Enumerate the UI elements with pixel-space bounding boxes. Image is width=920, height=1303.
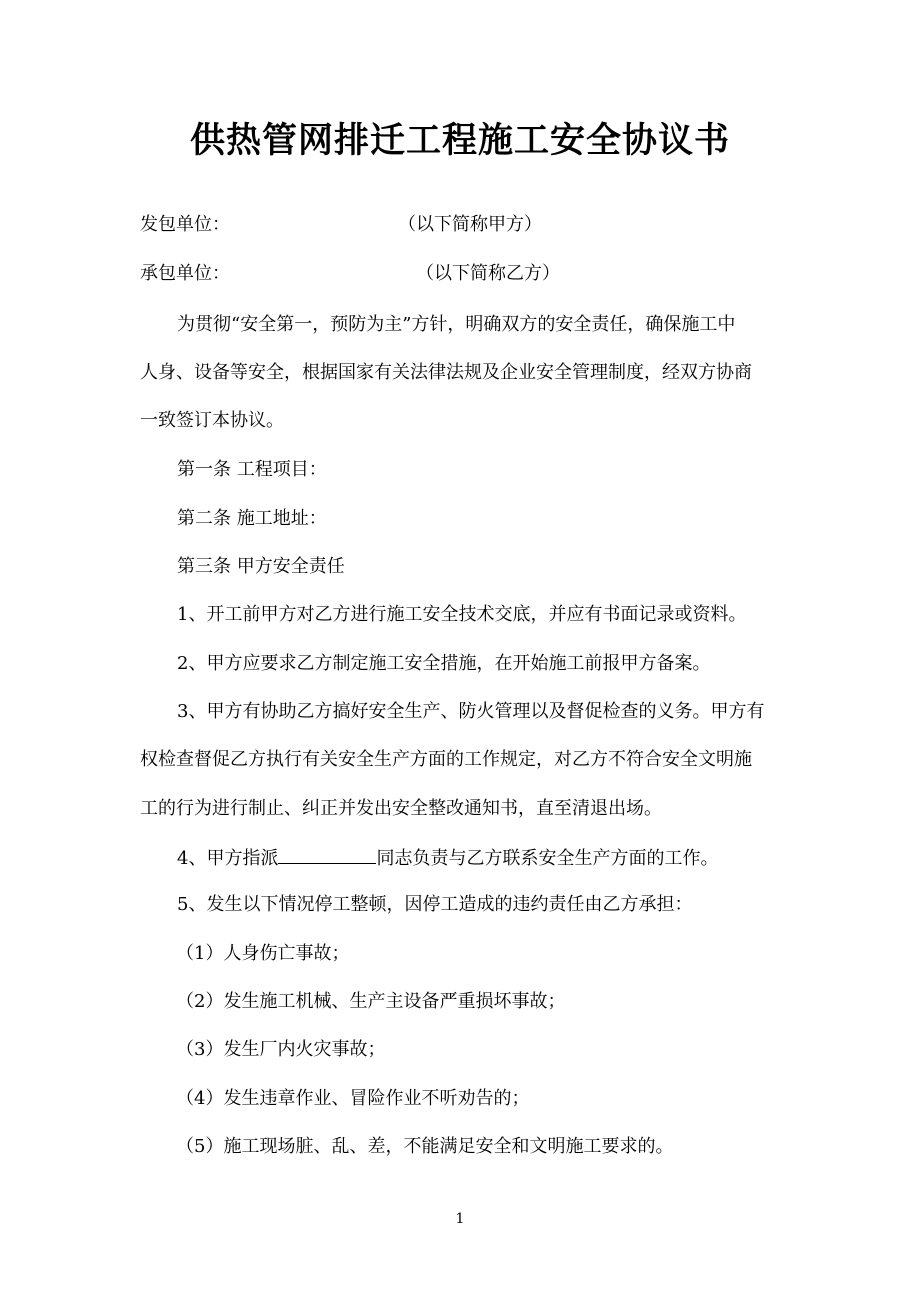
item-1: 1、开工前甲方对乙方进行施工安全技术交底，并应有书面记录或资料。 <box>177 604 747 625</box>
sub-item-1: （1）人身伤亡事故； <box>176 943 350 964</box>
intro-line-2: 人身、设备等安全，根据国家有关法律法规及企业安全管理制度，经双方协商 <box>140 362 752 383</box>
intro-line-3: 一致签订本协议。 <box>140 410 284 431</box>
item-5: 5、发生以下情况停工整顿，因停工造成的违约责任由乙方承担： <box>177 894 693 915</box>
party-a-note: （以下简称甲方） <box>398 214 542 235</box>
intro-line-1: 为贯彻“安全第一，预防为主”方针，明确双方的安全责任，确保施工中 <box>177 314 736 335</box>
party-a-label: 发包单位： <box>140 214 230 235</box>
sub-item-2: （2）发生施工机械、生产主设备严重损坏事故； <box>176 991 566 1012</box>
party-b-note: （以下简称乙方） <box>416 263 560 284</box>
sub-item-4: （4）发生违章作业、冒险作业不听劝告的； <box>176 1088 530 1109</box>
document-title: 供热管网排迁工程施工安全协议书 <box>189 121 730 161</box>
item-2: 2、甲方应要求乙方制定施工安全措施，在开始施工前报甲方备案。 <box>177 653 711 674</box>
item-3-line-1: 3、甲方有协助乙方搞好安全生产、防火管理以及督促检查的义务。甲方有 <box>177 701 765 722</box>
item-3-line-3: 工的行为进行制止、纠正并发出安全整改通知书，直至清退出场。 <box>140 798 662 819</box>
item-4-after: 同志负责与乙方联系安全生产方面的工作。 <box>376 848 719 869</box>
sub-item-5: （5）施工现场脏、乱、差，不能满足安全和文明施工要求的。 <box>176 1136 674 1157</box>
assignee-blank-line <box>278 845 376 864</box>
item-3-line-2: 权检查督促乙方执行有关安全生产方面的工作规定，对乙方不符合安全文明施 <box>140 749 752 770</box>
party-b-label: 承包单位： <box>140 263 230 284</box>
article-2: 第二条 施工地址： <box>177 508 327 529</box>
item-4-before: 4、甲方指派 <box>177 848 279 869</box>
article-1: 第一条 工程项目： <box>177 459 327 480</box>
article-3: 第三条 甲方安全责任 <box>177 556 345 577</box>
item-4 <box>177 845 718 871</box>
page-number: 1 <box>455 1211 465 1227</box>
sub-item-3: （3）发生厂内火灾事故； <box>176 1039 386 1060</box>
